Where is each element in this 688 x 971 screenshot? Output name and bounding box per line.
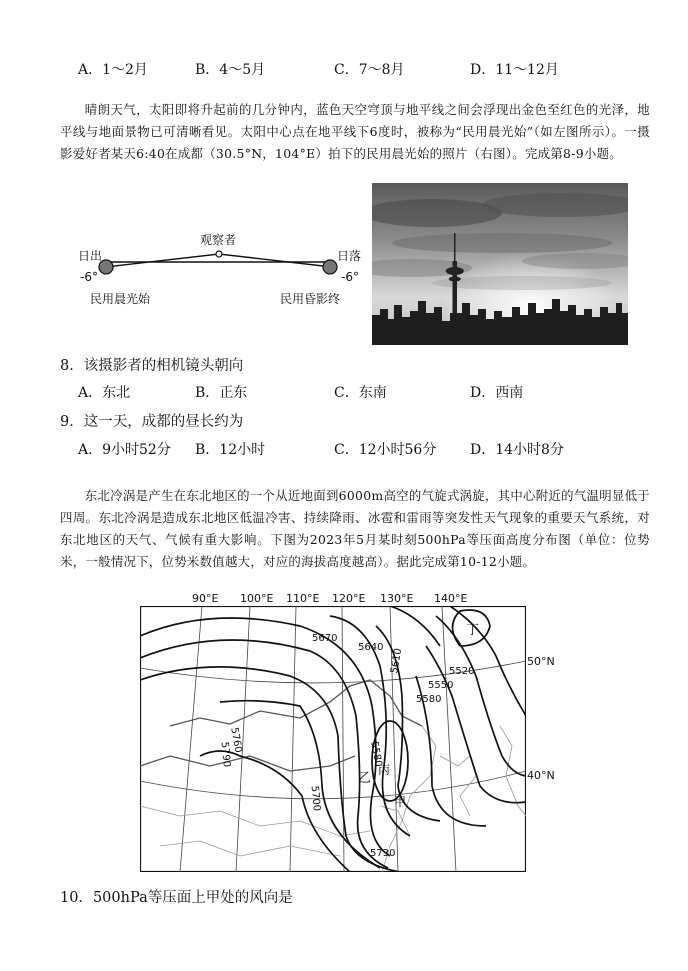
lon-label-100: 100°E [240,592,274,605]
q9-option-c: C．12小时56分 [334,442,437,458]
label-5700: 5700 [308,785,322,812]
observer-point [216,251,222,257]
label-5610: 5610 [389,647,405,675]
label-5640: 5640 [358,642,384,653]
sunrise-label: 日出 [78,249,103,263]
ray-right [219,254,332,267]
q7-option-b: B．4～5月 [195,62,266,78]
chengdu-dawn-photo [372,183,628,345]
observer-label: 观察者 [200,233,237,247]
lat-label-50: 50°N [527,655,555,668]
q10-stem: 10．500hPa等压面上甲处的风向是 [60,890,293,906]
passage-northeast-vortex-text: 东北冷涡是产生在东北地区的一个从近地面到6000m高空的气旋式涡旋，其中心附近的气温明显低于四周。东北冷涡是造成东北地区低温冷害、持续降雨、冰雹和雷雨等突发性天气现象的重要天气系统，对东北地区的天气、气候有重大影响。下图为2023年5月某时刻500hPa等压面高度分布图（单位：位势米，一般情况下，位势米数值越大，对应的海拔高度越高）。据此完成第10-12小题。 [60,488,650,569]
dawn-label: 民用晨光始 [90,292,151,306]
ray-left [106,254,219,267]
point-ding: 丁 [466,623,480,638]
lon-label-110: 110°E [286,592,320,605]
q7-option-c: C．7～8月 [334,62,405,78]
dusk-label: 民用昏影终 [280,292,341,306]
lon-label-90: 90°E [192,592,219,605]
neg6-left-label: -6° [80,270,98,284]
label-5580: 5580 [416,694,442,705]
label-5670: 5670 [312,633,338,644]
lat-label-40: 40°N [527,769,555,782]
sun-right [323,260,337,274]
q8-option-a: A．东北 [78,385,131,401]
q7-option-d: D．11～12月 [470,62,559,78]
lon-label-140: 140°E [434,592,468,605]
label-5730: 5730 [370,848,396,859]
lon-label-120: 120°E [332,592,366,605]
passage-northeast-vortex [60,485,650,573]
q8-option-c: C．东南 [334,385,387,401]
q9-option-a: A．9小时52分 [78,442,171,458]
geopotential-height-map [140,606,526,872]
q9-option-b: B．12小时 [195,442,266,458]
q8-option-d: D．西南 [470,385,524,401]
sunset-label: 日落 [337,249,362,263]
q9-option-d: D．14小时8分 [470,442,564,458]
label-5520: 5520 [449,666,475,677]
label-5580-low: 5580 [368,740,384,768]
q8-option-b: B．正东 [195,385,248,401]
q8-stem: 8．该摄影者的相机镜头朝向 [60,358,244,374]
q9-stem: 9．这一天，成都的昼长约为 [60,414,244,430]
label-5760: 5760 [228,726,244,754]
lon-label-130: 130°E [380,592,414,605]
q7-option-a: A．1～2月 [78,62,148,78]
point-jia: 甲 [394,795,407,809]
label-5790: 5790 [218,741,232,768]
neg6-right-label: -6° [341,270,359,284]
point-yi: 乙 [358,771,372,786]
label-5550: 5550 [428,680,454,691]
passage-dawn-text: 晴朗天气，太阳即将升起前的几分钟内，蓝色天空穹顶与地平线之间会浮现出金色至红色的光泽，地平线与地面景物已可清晰看见。太阳中心点在地平线下6度时，被称为“民用晨光始”（如左图所示）。一摄影爱好者某天6:40在成都（30.5°N，104°E）拍下的民用晨光始的照片（右图）。完成第8-9小题。 [60,102,650,161]
point-bing: 丙 [378,763,391,777]
passage-dawn [60,99,650,165]
